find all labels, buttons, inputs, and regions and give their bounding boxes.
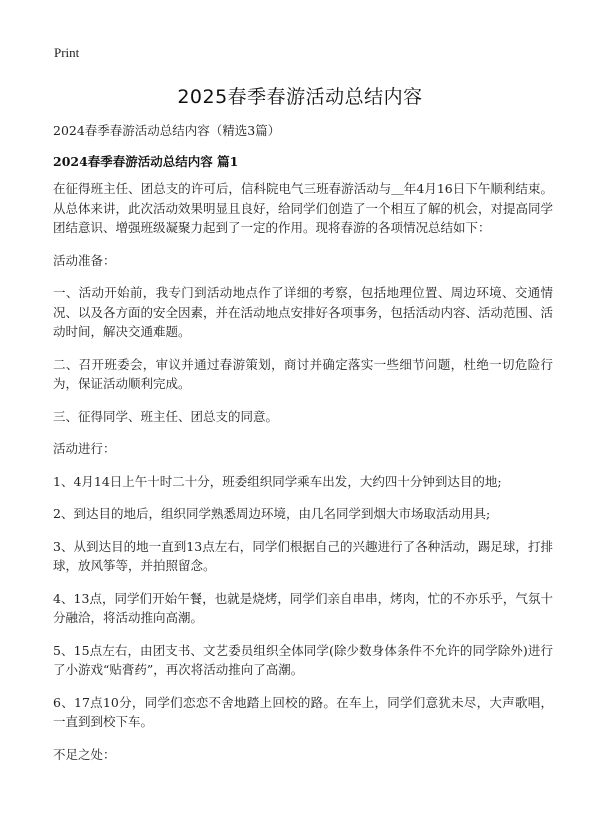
paragraph-prep-3: 三、征得同学、班主任、团总支的同意。 [53,408,279,424]
paragraph-activity-3: 3、从到达目的地一直到13点左右，同学们根据自己的兴趣进行了各种活动，踢足球，打排球，放风筝等，并拍照留念。 [53,538,553,573]
paragraph-prep-2: 二、召开班委会，审议并通过春游策划，商讨并确定落实一些细节问题，杜绝一切危险行为，保证活动顺利完成。 [53,356,553,391]
paragraph-activity-5: 5、15点左右，由团支书、文艺委员组织全体同学(除少数身体条件不允许的同学除外)进行了小游戏“贴膏药”，再次将活动推向了高潮。 [53,642,553,677]
paragraph-activity-4: 4、13点，同学们开始午餐，也就是烧烤，同学们亲自串串，烤肉，忙的不亦乐乎，气氛十分融洽，将活动推向高潮。 [53,590,553,625]
page-title: 2025春季春游活动总结内容 [177,86,423,108]
document-subtitle: 2024春季春游活动总结内容（精选3篇） [53,123,281,138]
article-body [53,179,553,764]
section-heading: 2024春季春游活动总结内容 篇1 [53,154,239,169]
paragraph-activity-6: 6、17点10分，同学们恋恋不舍地踏上回校的路。在车上，同学们意犹未尽，大声歌唱，一直到到校下车。 [53,694,553,729]
paragraph-activity-heading: 活动进行： [53,441,116,456]
print-link[interactable]: Print [54,45,80,60]
paragraph-activity-1: 1、4月14日上午十时二十分，班委组织同学乘车出发，大约四十分钟到达目的地; [53,473,502,489]
paragraph-intro: 在征得班主任、团总支的许可后，信科院电气三班春游活动与＿年4月16日下午顺利结束。从总体来讲，此次活动效果明显且良好，给同学们创造了一个相互了解的机会，对提高同学团结意识、增强班级凝聚力起到了一定的作用。现将春游的各项情况总结如下： [53,181,554,235]
paragraph-shortcomings-heading: 不足之处： [53,746,116,762]
paragraph-prep-heading: 活动准备： [53,252,116,268]
paragraph-activity-2: 2、到达目的地后，组织同学熟悉周边环境，由几名同学到烟大市场取活动用具; [53,506,491,521]
paragraph-prep-1: 一、活动开始前，我专门到活动地点作了详细的考察，包括地理位置、周边环境、交通情况、以及各方面的安全因素，并在活动地点安排好各项事务，包括活动内容、活动范围、活动时间，解决交通难题。 [53,285,554,339]
